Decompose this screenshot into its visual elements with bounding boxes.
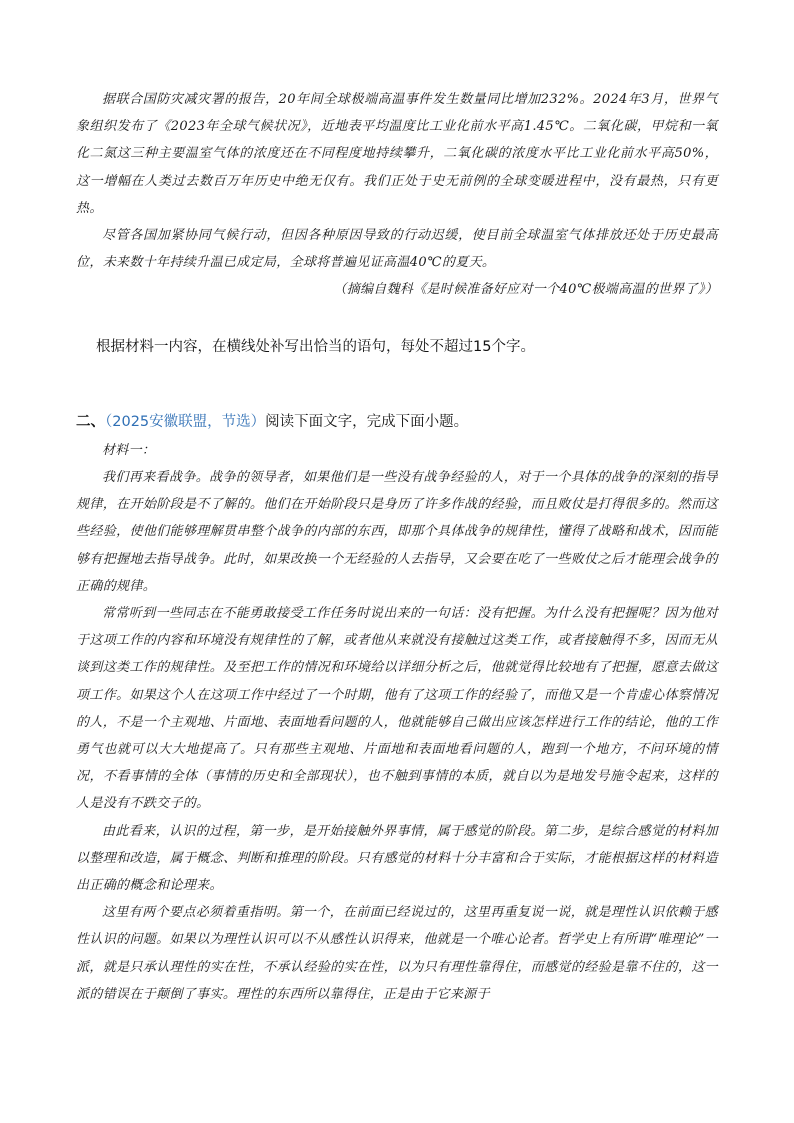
- section-two-paragraph-1: 我们再来看战争。战争的领导者，如果他们是一些没有战争经验的人，对于一个具体的战争的深刻的指导规律，在开始阶段是不了解的。他们在开始阶段只是身历了许多作战的经验，而且败仗是打得很多的。然而这些经验，使他们能够理解贯串整个战争的内部的东西，即那个具体战争的规律性，懂得了战略和战术，因而能够有把握地去指导战争。此时，如果改换一个无经验的人去指导，又会要在吃了一些败仗之后才能理会战争的正确的规律。: [76, 470, 718, 594]
- material-label: 材料一：: [102, 443, 156, 458]
- material-one-source: （摘编自魏科《是时候准备好应对一个40℃极端高温的世界了》）: [333, 282, 718, 298]
- material-one-paragraph-2: 尽管各国加紧协同气候行动，但因各种原因导致的行动迟缓，使目前全球温室气体排放还处于历史最高位，未来数十年持续升温已成定局，全球将普遍见证高温40℃的夏天。: [76, 228, 718, 271]
- section-two-heading: [76, 411, 718, 433]
- section-source-tag: （2025安徽联盟，节选）: [105, 414, 266, 430]
- section-two-paragraph-4: 这里有两个要点必须着重指明。第一个，在前面已经说过的，这里再重复说一说，就是理性认识依赖于感性认识的问题。如果以为理性认识可以不从感性认识得来，他就是一个唯心论者。哲学史上有所谓“唯理论”一派，就是只承认理性的实在性，不承认经验的实在性，以为只有理性靠得住，而感觉的经验是靠不住的，这一派的错误在于颠倒了事实。理性的东西所以靠得住，正是由于它来源于: [76, 905, 718, 1002]
- instruction-block: [76, 336, 718, 358]
- section-two-paragraph-3: 由此看来，认识的过程，第一步，是开始接触外界事情，属于感觉的阶段。第二步，是综合感觉的材料加以整理和改造，属于概念、判断和推理的阶段。只有感觉的材料十分丰富和合于实际，才能根据这样的材料造出正确的概念和论理来。: [76, 823, 718, 894]
- material-one-paragraph-1: 据联合国防灾减灾署的报告，20年间全球极端高温事件发生数量同比增加232%。2024年3月，世界气象组织发布了《2023年全球气候状况》，近地表平均温度比工业化前水平高1.45℃。二氧化碳，甲烷和一氧化二氮这三种主要温室气体的浓度还在不同程度地持续攀升，二氧化碳的浓度水平比工业化前水平高50%，这一增幅在人类过去数百万年历史中绝无仅有。我们正处于史无前例的全球变暖进程中，没有最热，只有更热。: [76, 92, 718, 216]
- section-number: 二、: [76, 414, 105, 430]
- section-two: [76, 411, 718, 1008]
- material-one-text: [76, 86, 718, 303]
- section-title: 阅读下面文字，完成下面小题。: [265, 414, 469, 430]
- fill-in-instruction: 根据材料一内容，在横线处补写出恰当的语句，每处不超过15个字。: [96, 339, 535, 355]
- section-two-paragraph-2: 常常听到一些同志在不能勇敢接受工作任务时说出来的一句话：没有把握。为什么没有把握呢？因为他对于这项工作的内容和环境没有规律性的了解，或者他从来就没有接触过这类工作，或者接触得不多，因而无从谈到这类工作的规律性。及至把工作的情况和环境给以详细分析之后，他就觉得比较地有了把握，愿意去做这项工作。如果这个人在这项工作中经过了一个时期，他有了这项工作的经验了，而他又是一个肯虚心体察情况的人，不是一个主观地、片面地、表面地看问题的人，他就能够自己做出应该怎样进行工作的结论，他的工作勇气也就可以大大地提高了。只有那些主观地、片面地和表面地看问题的人，跑到一个地方，不问环境的情况，不看事情的全体（事情的历史和全部现状），也不触到事情的本质，就自以为是地发号施令起来，这样的人是没有不跌交子的。: [76, 606, 718, 812]
